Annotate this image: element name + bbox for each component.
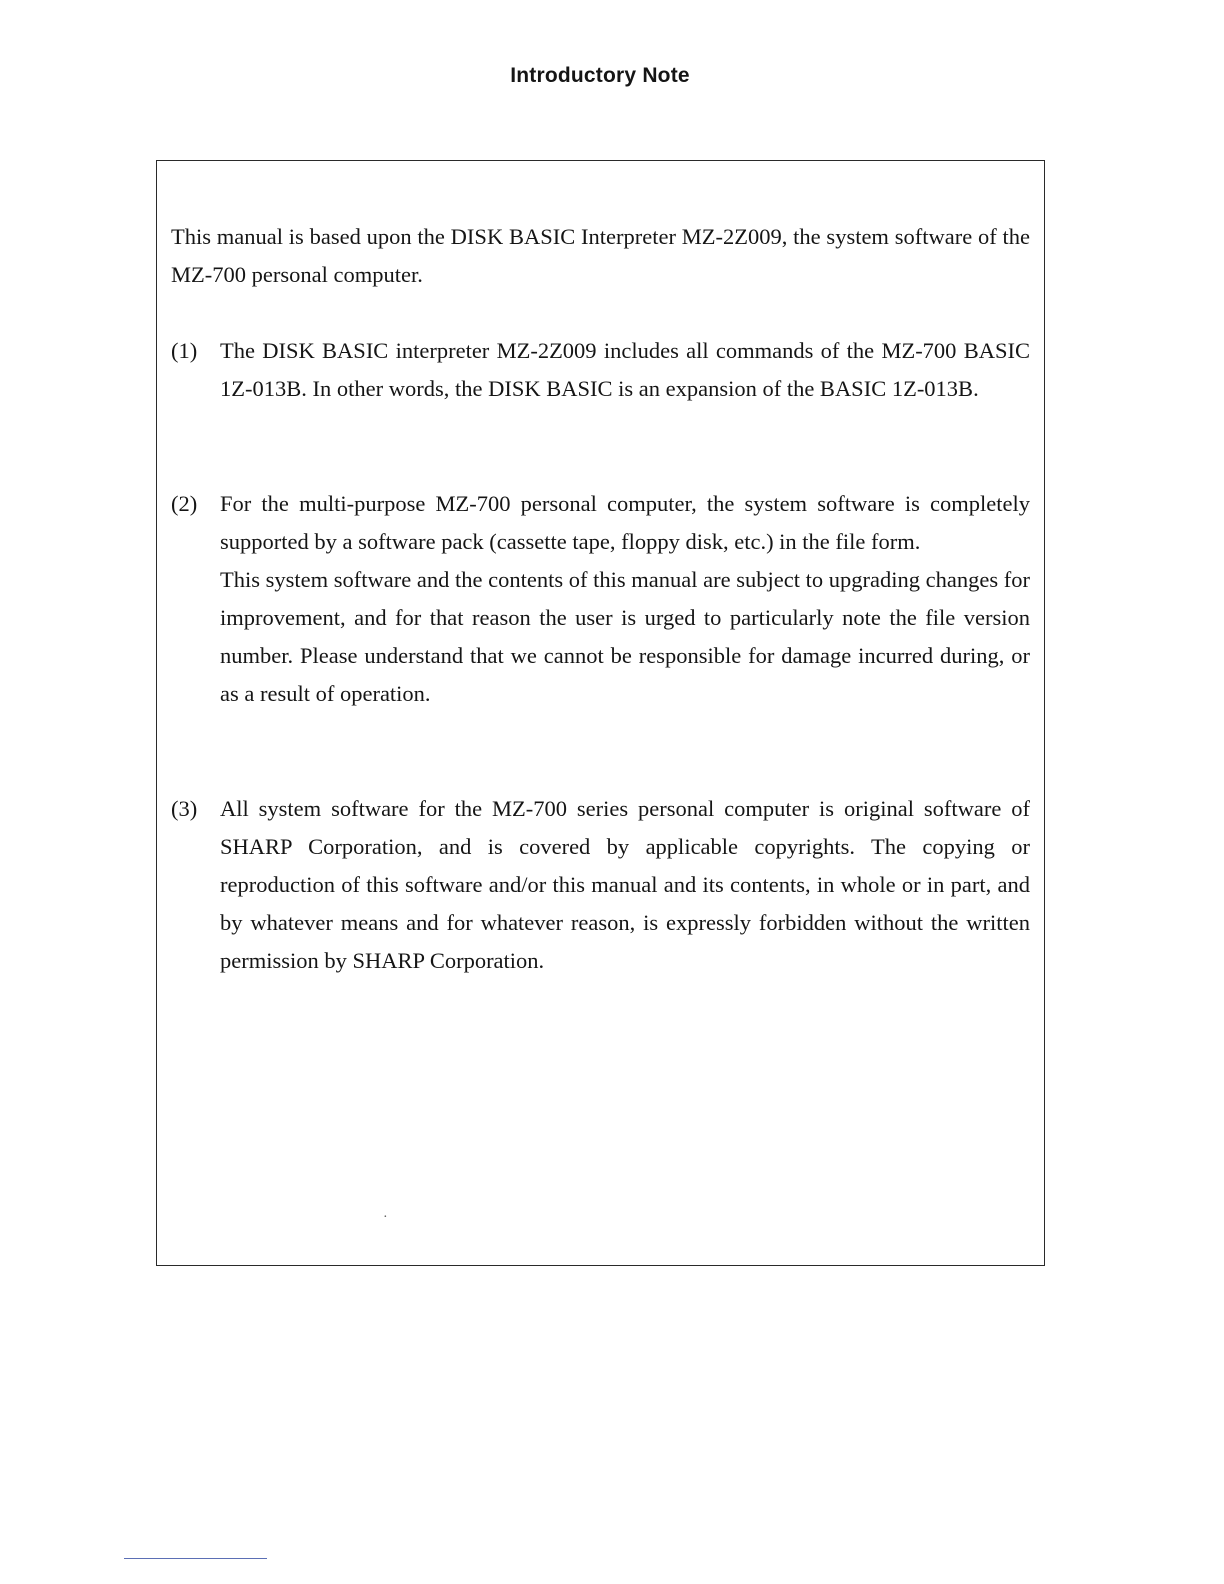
scan-speck: · — [383, 1210, 388, 1225]
numbered-item-1 — [171, 332, 1030, 408]
item-body — [220, 790, 1030, 980]
footer-rule — [124, 1558, 267, 1559]
item-number: (1) — [171, 338, 198, 363]
item-paragraph: All system software for the MZ-700 series personal computer is original software of SHARP Corporation, and is covered by applicable copyrights. The copying or reproduction of this software and/or this manual and its contents, in whole or in part, and by whatever means and for whatever reason, is expressly forbidden without the written permission by SHARP Corporation. — [220, 796, 1030, 973]
item-number: (2) — [171, 491, 198, 516]
item-body — [220, 332, 1030, 408]
numbered-item-2 — [171, 485, 1030, 713]
page-title: Introductory Note — [510, 64, 690, 87]
item-paragraph: This system software and the contents of this manual are subject to upgrading changes for improvement, and for that reason the user is urged to particularly note the file version number. Please understand that we cannot be responsible for damage incurred during, or as a result of operation. — [220, 567, 1030, 706]
item-paragraph: For the multi-purpose MZ-700 personal computer, the system software is completely supported by a software pack (cassette tape, floppy disk, etc.) in the file form. — [220, 491, 1030, 554]
numbered-item-3 — [171, 790, 1030, 980]
item-body — [220, 485, 1030, 713]
item-number: (3) — [171, 796, 198, 821]
intro-paragraph: This manual is based upon the DISK BASIC Interpreter MZ-2Z009, the system software of the MZ-700 personal computer. — [171, 224, 1030, 287]
item-paragraph: The DISK BASIC interpreter MZ-2Z009 includes all commands of the MZ-700 BASIC 1Z-013B. In other words, the DISK BASIC is an expansion of the BASIC 1Z-013B. — [220, 338, 1030, 401]
note-box — [156, 160, 1045, 1266]
